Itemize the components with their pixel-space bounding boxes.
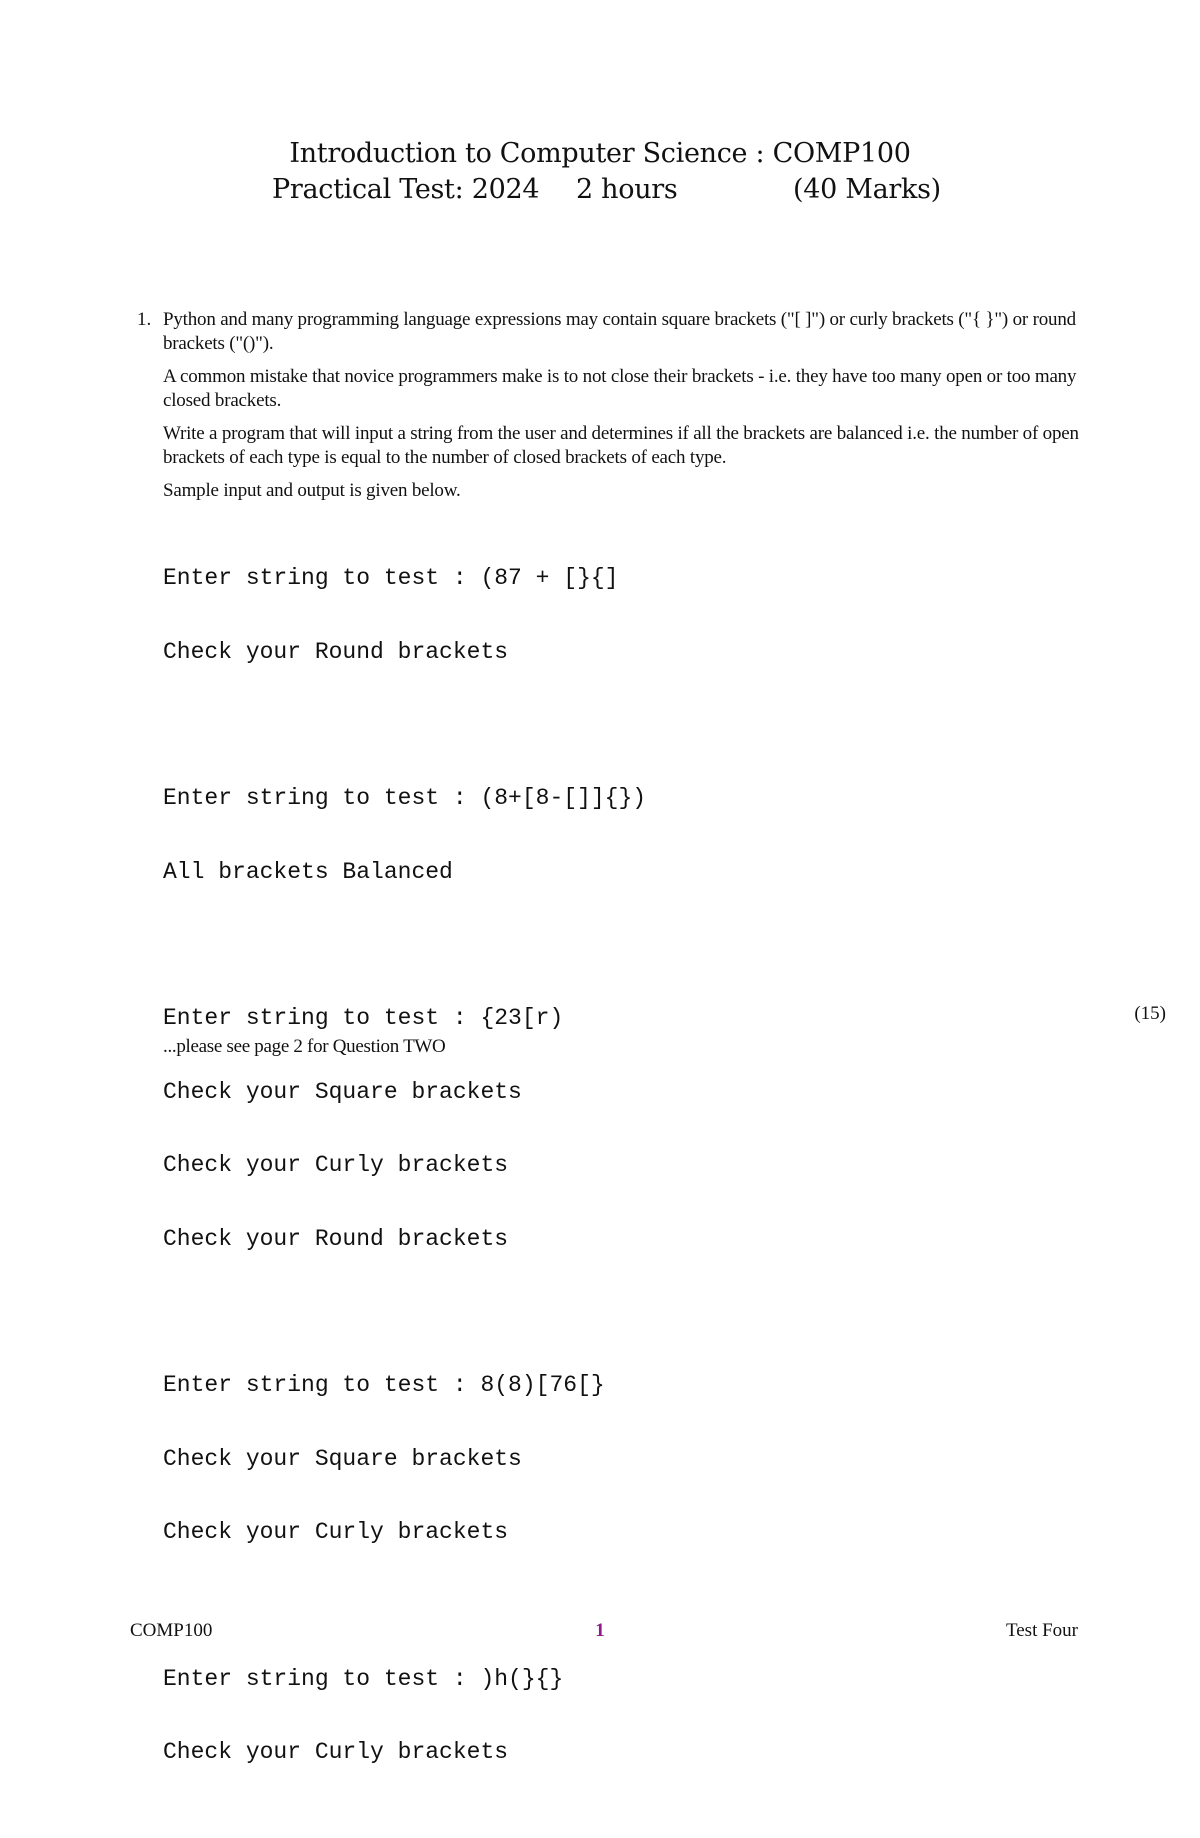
sample-input-line: Enter string to test : )h(}{} (163, 1665, 564, 1692)
sample-output-line: Check your Round brackets (163, 638, 509, 665)
test-duration: 2 hours (576, 174, 678, 205)
sample-output-line: Check your Square brackets (163, 1445, 522, 1472)
test-year: Practical Test: 2024 (272, 174, 540, 205)
test-total-marks: (40 Marks) (793, 174, 941, 205)
question-paragraph: Python and many programming language expressions may contain square brackets ("[ ]") or curly brackets ("{ }") or round brackets ("()"). (163, 309, 1076, 354)
sample-input-line: Enter string to test : 8(8)[76[} (163, 1372, 605, 1398)
sample-input-line: Enter string to test : (87 + [}{] (163, 565, 619, 591)
page-header (0, 136, 1200, 208)
sample-output-line: Check your Curly brackets (163, 1739, 509, 1765)
question-body (163, 308, 1083, 1838)
footer-page-number: 1 (595, 1620, 605, 1641)
sample-block (163, 1324, 1083, 1594)
sample-output-line: Check your Curly brackets (163, 1152, 509, 1178)
sample-output-line: All brackets Balanced (163, 858, 453, 885)
page-footer (0, 1620, 1200, 1648)
test-info (0, 172, 1200, 208)
page-title: Introduction to Computer Science : COMP100 (289, 138, 911, 169)
question-paragraph: Sample input and output is given below. (163, 480, 461, 501)
sample-output-line: Check your Curly brackets (163, 1519, 509, 1545)
sample-input-line: Enter string to test : {23[r) (163, 1005, 564, 1031)
continuation-note: ...please see page 2 for Question TWO (163, 1036, 446, 1057)
question-marks: (15) (1134, 1003, 1166, 1024)
question-paragraph: Write a program that will input a string from the user and determines if all the brackets are balanced i.e. the number of open brackets of each type is equal to the number of closed brackets of each type. (163, 423, 1079, 468)
sample-block (163, 517, 1083, 713)
sample-output-line: Check your Square brackets (163, 1078, 522, 1105)
footer-course-code: COMP100 (130, 1620, 213, 1641)
question-number: 1. (137, 309, 152, 330)
footer-test-name: Test Four (1005, 1620, 1078, 1641)
question-paragraph: A common mistake that novice programmers make is to not close their brackets - i.e. they have too many open or too many closed brackets. (163, 366, 1077, 411)
sample-output-line: Check your Round brackets (163, 1225, 509, 1252)
sample-block (163, 737, 1083, 933)
sample-input-line: Enter string to test : (8+[8-[]]{}) (163, 785, 647, 811)
sample-block (163, 957, 1083, 1300)
